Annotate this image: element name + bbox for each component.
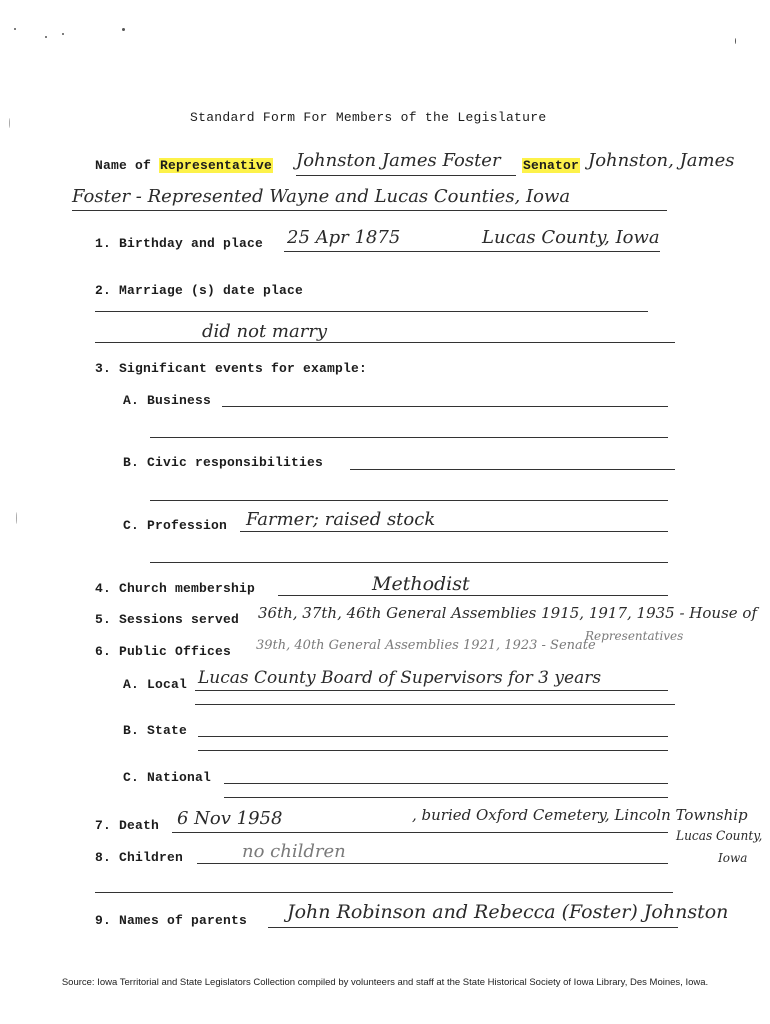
senator-label: Senator — [523, 158, 580, 173]
marriage-line-2 — [95, 342, 675, 343]
marriage-line-1 — [95, 311, 648, 312]
public-offices-label: 6. Public Offices — [95, 644, 232, 659]
death-date: 6 Nov 1958 — [177, 808, 283, 829]
local-label: A. Local — [123, 677, 188, 692]
profession-line-1 — [240, 531, 668, 532]
death-label: 7. Death — [95, 818, 160, 833]
business-label: A. Business — [123, 393, 212, 408]
birthday-label: 1. Birthday and place — [95, 236, 264, 251]
burial-state: Iowa — [718, 851, 748, 865]
state-line-1 — [198, 736, 668, 737]
profession-label: C. Profession — [123, 518, 228, 533]
parents-label: 9. Names of parents — [95, 913, 248, 928]
name-of-label — [95, 158, 273, 173]
scan-speck — [735, 38, 736, 44]
representative-name: Johnston James Foster — [296, 150, 501, 171]
state-line-2 — [198, 750, 668, 751]
birth-date: 25 Apr 1875 — [287, 227, 401, 248]
public-offices-answer: 39th, 40th General Assemblies 1921, 1923 - Senate — [256, 638, 596, 653]
name-of-text: Name of — [95, 158, 152, 173]
sessions-answer: 36th, 37th, 46th General Assemblies 1915, 1917, 1935 - House of — [258, 604, 758, 622]
scan-speck — [16, 512, 17, 524]
business-line-2 — [150, 437, 668, 438]
profession-answer: Farmer; raised stock — [246, 509, 436, 530]
scan-speck — [62, 33, 64, 35]
name-line-2-rule — [72, 210, 667, 211]
public-offices-note: Representatives — [585, 629, 684, 643]
church-line — [278, 595, 668, 596]
children-line-1 — [197, 863, 668, 864]
church-answer: Methodist — [372, 573, 470, 595]
source-caption: Source: Iowa Territorial and State Legislators Collection compiled by volunteers and staff at the State Historical Society of Iowa Library, Des Moines, Iowa. — [61, 977, 709, 988]
national-label: C. National — [123, 770, 212, 785]
marriage-answer: did not marry — [202, 321, 328, 342]
death-line — [172, 832, 668, 833]
scan-speck — [9, 118, 10, 128]
business-line-1 — [222, 406, 668, 407]
burial-county: Lucas County, — [676, 829, 763, 844]
burial-answer: , buried Oxford Cemetery, Lincoln Township — [412, 806, 748, 824]
civic-line-1 — [350, 469, 675, 470]
children-label: 8. Children — [95, 850, 184, 865]
name-line-2: Foster - Represented Wayne and Lucas Counties, Iowa — [72, 186, 571, 207]
scan-speck — [122, 28, 125, 31]
local-line-1 — [195, 690, 668, 691]
representative-label: Representative — [160, 158, 273, 173]
national-line-1 — [224, 783, 668, 784]
children-line-2 — [95, 892, 673, 893]
civic-line-2 — [150, 500, 668, 501]
form-title: Standard Form For Members of the Legislature — [190, 110, 547, 125]
state-label: B. State — [123, 723, 188, 738]
scan-speck — [14, 28, 16, 30]
birth-place: Lucas County, Iowa — [482, 227, 660, 248]
parents-answer: John Robinson and Rebecca (Foster) Johnston — [287, 901, 729, 923]
sessions-label: 5. Sessions served — [95, 612, 240, 627]
children-answer: no children — [242, 841, 346, 862]
local-line-2 — [195, 704, 675, 705]
church-label: 4. Church membership — [95, 581, 256, 596]
national-line-2 — [224, 797, 668, 798]
name-line — [296, 175, 516, 176]
scan-speck — [45, 36, 47, 38]
parents-line — [268, 927, 678, 928]
profession-line-2 — [150, 562, 668, 563]
civic-label: B. Civic responsibilities — [123, 455, 324, 470]
birthday-line — [284, 251, 660, 252]
significant-events-label: 3. Significant events for example: — [95, 361, 368, 376]
senator-name: Johnston, James — [588, 150, 735, 171]
marriage-label: 2. Marriage (s) date place — [95, 283, 304, 298]
local-answer: Lucas County Board of Supervisors for 3 years — [198, 668, 602, 688]
